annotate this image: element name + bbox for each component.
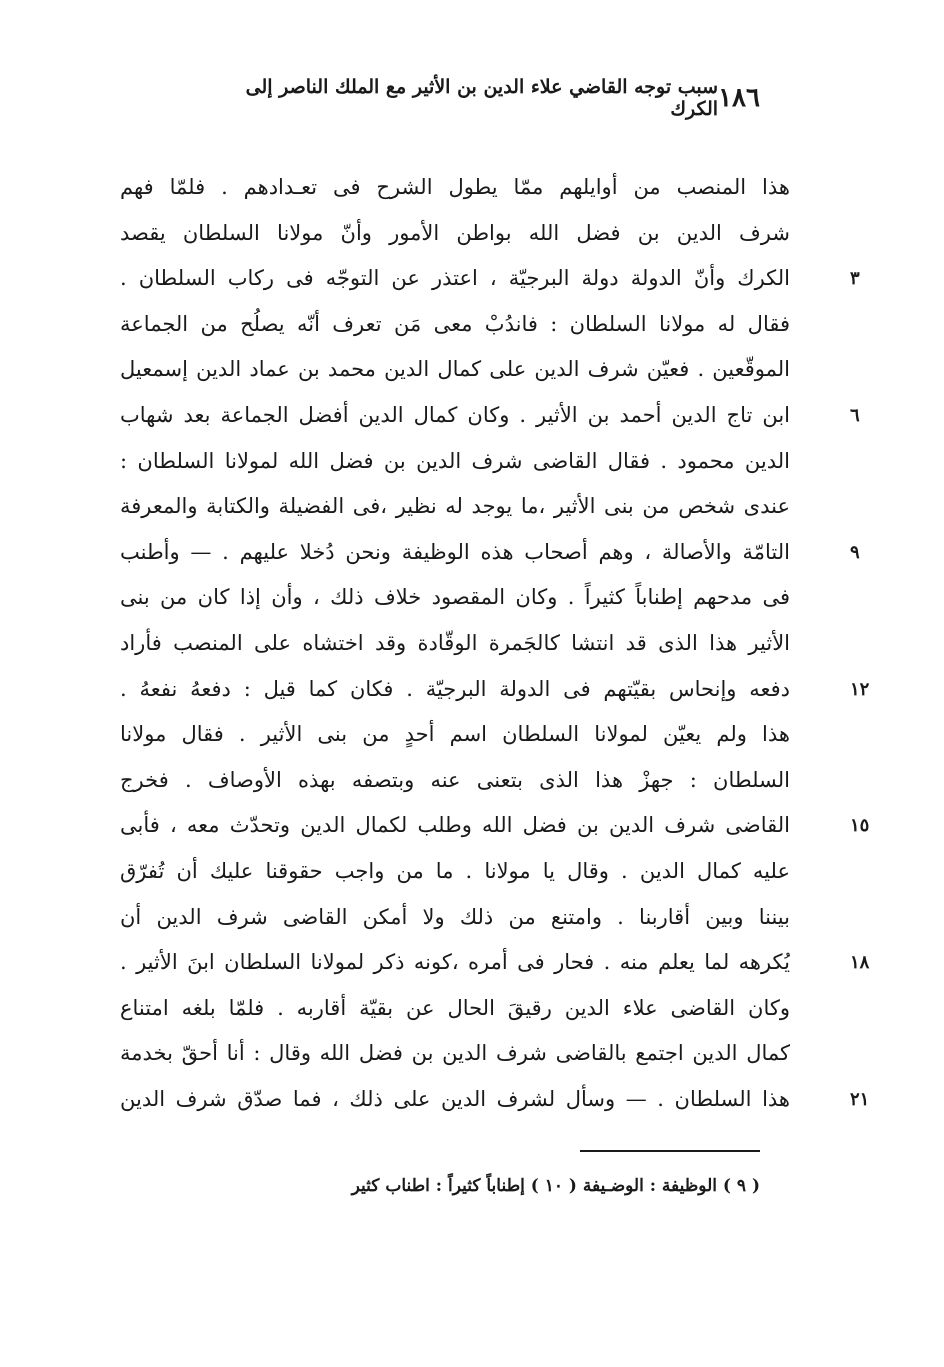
line-text: فى مدحهم إطناباً كثيراً . وكان المقصود خلاف ذلك ، وأن إذا كان من بنى: [120, 585, 790, 610]
text-line: ٦ ابن تاج الدين أحمد بن الأثير . وكان كمال الدين أفضل الجماعة بعد شهاب: [120, 393, 810, 439]
text-line: ١٨ يُكرهه لما يعلم منه . فحار فى أمره ،كونه ذكر لمولانا السلطان ابنَ الأثير .: [120, 940, 810, 986]
footnote: ( ٩ ) الوظيفة : الوضـيفة ( ١٠ ) إطناباً كثيراً : اطناب كثير: [351, 1176, 760, 1196]
line-text: الأثير هذا الذى قد انتشا كالجَمرة الوقّادة وقد اختشاه على المنصب فأراد: [120, 630, 790, 655]
text-line: [120, 302, 810, 348]
line-text: فقال له مولانا السلطان : فاندُبْ معى مَن تعرف أنّه يصلُح من الجماعة: [120, 311, 790, 336]
running-title: سبب توجه القاضي علاء الدين بن الأثير مع الملك الناصر إلى الكرك: [245, 76, 719, 120]
text-line: ٢١ هذا السلطان . — وسأل لشرف الدين على ذلك ، فما صدّق شرف الدين: [120, 1077, 810, 1123]
text-line: [120, 621, 810, 667]
line-text: الموقّعين . فعيّن شرف الدين على كمال الدين محمد بن عماد الدين إسمعيل: [120, 357, 790, 382]
page-header: [200, 78, 760, 118]
text-line: ٣ الكرك وأنّ الدولة دولة البرجيّة ، اعتذر عن التوجّه فى ركاب السلطان .: [120, 256, 810, 302]
line-text: الدين محمود . فقال القاضى شرف الدين بن فضل الله لمولانا السلطان :: [120, 448, 790, 473]
text-line: [120, 347, 810, 393]
line-text: هذا المنصب من أوايلهم ممّا يطول الشرح فى تعـدادهم . فلمّا فهم: [120, 175, 790, 199]
line-text: هذا السلطان . — وسأل لشرف الدين على ذلك ، فما صدّق شرف الدين: [120, 1086, 790, 1111]
footnote-divider: [580, 1150, 760, 1152]
line-text: السلطان : جهزْ هذا الذى بتعنى عنه وبتصفه بهذه الأوصاف . فخرج: [120, 767, 790, 792]
line-text: القاضى شرف الدين بن فضل الله وطلب لكمال الدين وتحدّث معه ، فأبى: [120, 813, 790, 838]
line-text: يُكرهه لما يعلم منه . فحار فى أمره ،كونه ذكر لمولانا السلطان ابنَ الأثير .: [120, 950, 790, 975]
text-line: [120, 484, 810, 530]
text-line: ١٥ القاضى شرف الدين بن فضل الله وطلب لكمال الدين وتحدّث معه ، فأبى: [120, 803, 810, 849]
text-line: [120, 712, 810, 758]
line-text: وكان القاضى علاء الدين رقيقَ الحال عن بقيّة أقاربه . فلمّا بلغه امتناع: [120, 995, 790, 1020]
text-line: [120, 895, 810, 941]
line-text: كمال الدين اجتمع بالقاضى شرف الدين بن فضل الله وقال : أنا أحقّ بخدمة: [120, 1041, 790, 1066]
line-text: دفعه وإنحاس بقيّتهم فى الدولة البرجيّة . فكان كما قيل : دفعهُ نفعهُ .: [120, 676, 790, 701]
line-text: عليه كمال الدين . وقال يا مولانا . ما من واجب حقوقنا عليك أن تُفرّق: [120, 858, 790, 883]
line-text: بيننا وبين أقاربنا . وامتنع من ذلك ولا أمكن القاضى شرف الدين أن: [120, 904, 790, 929]
text-line: ٩ التامّة والأصالة ، وهم أصحاب هذه الوظيفة ونحن دُخلا عليهم . — وأطنب: [120, 530, 810, 576]
text-line: [120, 165, 810, 211]
text-line: [120, 575, 810, 621]
page-number: ١٨٦: [718, 83, 760, 113]
text-line: [120, 849, 810, 895]
line-text: التامّة والأصالة ، وهم أصحاب هذه الوظيفة ونحن دُخلا عليهم . — وأطنب: [120, 539, 790, 564]
text-line: [120, 439, 810, 485]
line-text: هذا ولم يعيّن لمولانا السلطان اسم أحدٍ من بنى الأثير . فقال مولانا: [120, 722, 790, 747]
line-text: عندى شخص من بنى الأثير ،ما يوجد له نظير ،فى الفضيلة والكتابة والمعرفة: [120, 494, 790, 519]
text-line: [120, 758, 810, 804]
text-line: [120, 986, 810, 1032]
line-text: شرف الدين بن فضل الله بواطن الأمور وأنّ مولانا السلطان يقصد: [120, 220, 790, 245]
text-line: ١٢ دفعه وإنحاس بقيّتهم فى الدولة البرجيّة . فكان كما قيل : دفعهُ نفعهُ .: [120, 667, 810, 713]
text-line: [120, 211, 810, 257]
text-line: [120, 1031, 810, 1077]
body-text: [120, 165, 870, 1122]
line-text: ابن تاج الدين أحمد بن الأثير . وكان كمال الدين أفضل الجماعة بعد شهاب: [120, 402, 790, 427]
line-text: الكرك وأنّ الدولة دولة البرجيّة ، اعتذر عن التوجّه فى ركاب السلطان .: [120, 266, 790, 291]
